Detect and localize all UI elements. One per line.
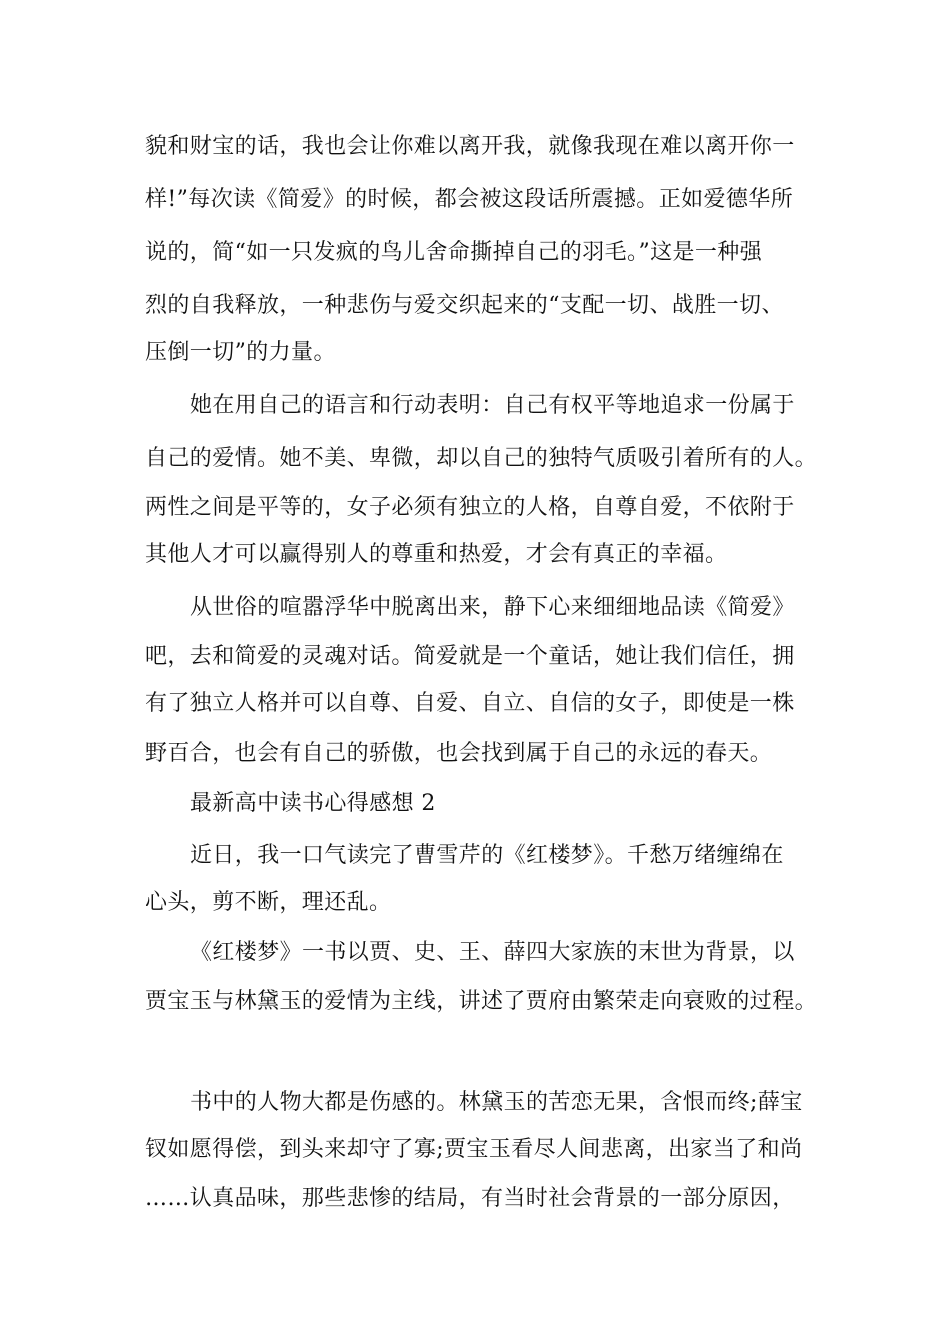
text-line: 近日，我一口气读完了曹雪芹的《红楼梦》。千愁万绪缠绵在 [190,843,784,868]
text-line: 自己的爱情。她不美、卑微，却以自己的独特气质吸引着所有的人。 [145,446,818,471]
text-line: 貌和财宝的话，我也会让你难以离开我，就像我现在难以离开你一 [145,134,795,159]
text-line: 野百合，也会有自己的骄傲，也会找到属于自己的永远的春天。 [145,741,773,766]
section-heading: 最新高中读书心得感想 2 [190,791,436,816]
text-line: 样!”每次读《简爱》的时候，都会被这段话所震撼。正如爱德华所 [145,187,794,212]
text-line: 吧，去和简爱的灵魂对话。简爱就是一个童话，她让我们信任，拥 [145,644,795,669]
text-line: 说的，简“如一只发疯的鸟儿舍命撕掉自己的羽毛。”这是一种强 [145,240,763,265]
text-line: 压倒一切”的力量。 [145,340,336,365]
text-line: 两性之间是平等的，女子必须有独立的人格，自尊自爱，不依附于 [145,495,795,520]
text-line: 她在用自己的语言和行动表明：自己有权平等地追求一份属于 [190,393,795,418]
text-line: 钗如愿得偿，到头来却守了寡;贾宝玉看尽人间悲离，出家当了和尚 [145,1137,803,1162]
text-line: ……认真品味，那些悲惨的结局，有当时社会背景的一部分原因， [145,1186,795,1211]
text-line: 有了独立人格并可以自尊、自爱、自立、自信的女子，即使是一株 [145,691,795,716]
text-line: 从世俗的喧嚣浮华中脱离出来，静下心来细细地品读《简爱》 [190,595,795,620]
text-line: 《红楼梦》一书以贾、史、王、薛四大家族的末世为背景，以 [190,940,795,965]
text-line: 其他人才可以赢得别人的尊重和热爱，才会有真正的幸福。 [145,542,728,567]
text-line: 贾宝玉与林黛玉的爱情为主线，讲述了贾府由繁荣走向衰败的过程。 [145,989,818,1014]
text-line: 书中的人物大都是伤感的。林黛玉的苦恋无果，含恨而终;薛宝 [190,1090,803,1115]
text-line: 心头，剪不断，理还乱。 [145,890,392,915]
text-line: 烈的自我释放，一种悲伤与爱交织起来的“支配一切、战胜一切、 [145,293,784,318]
